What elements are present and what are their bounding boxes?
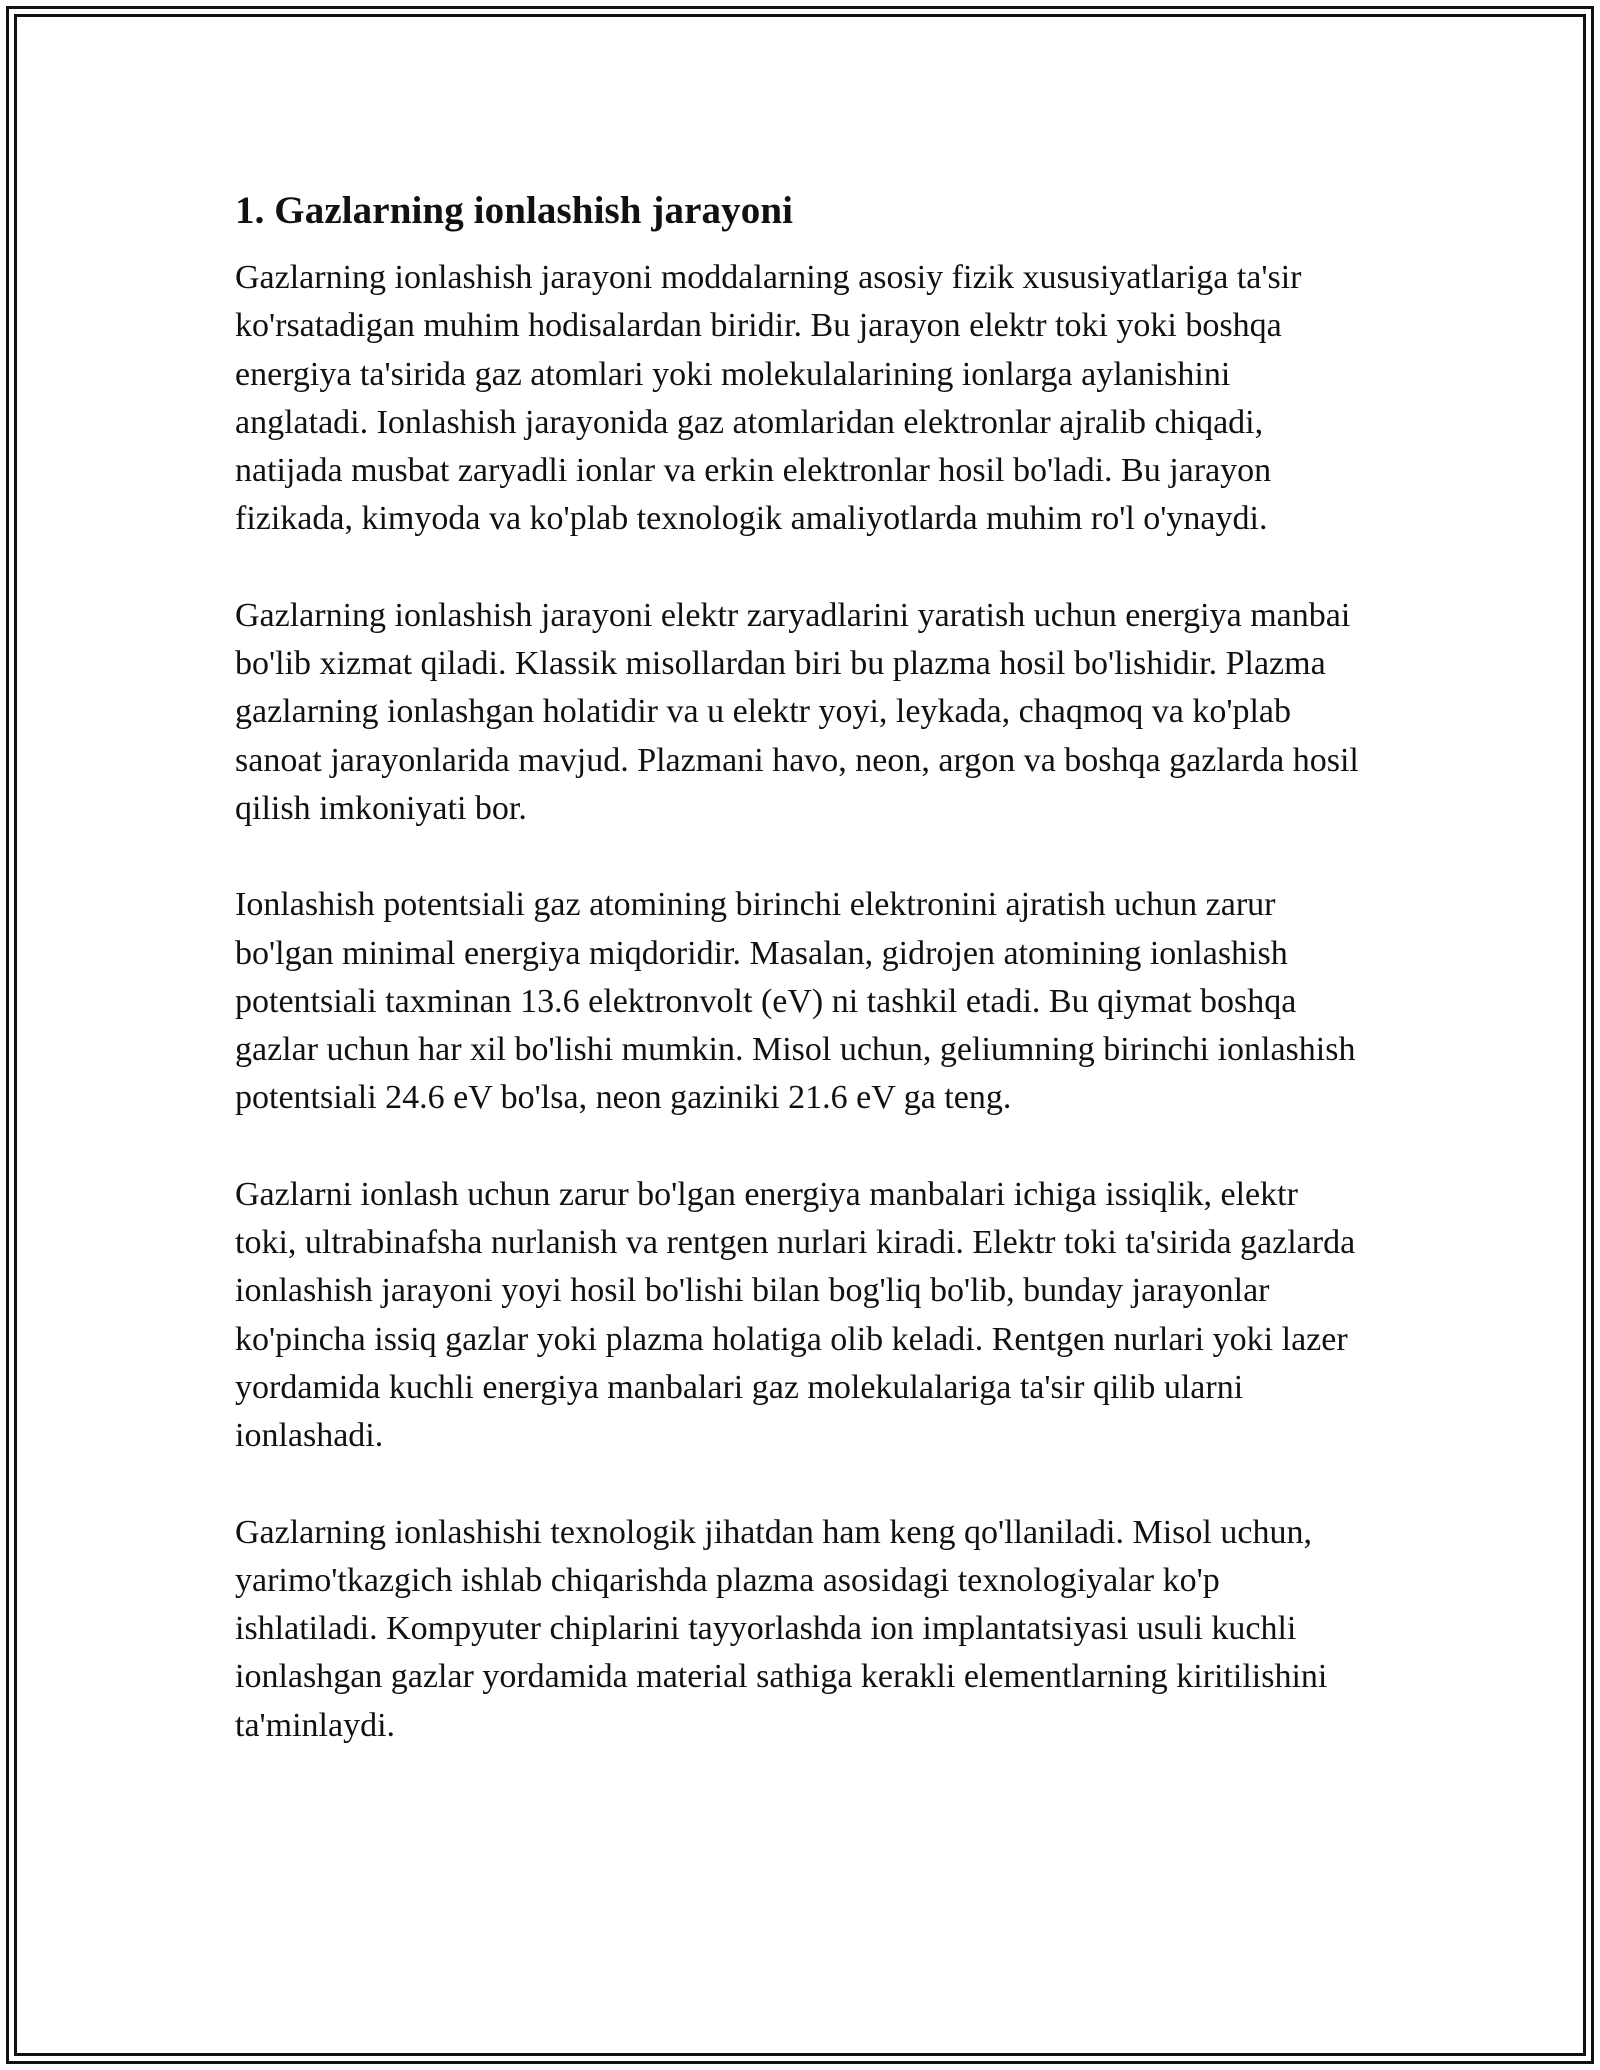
section-heading: 1. Gazlarning ionlashish jarayoni bbox=[235, 189, 794, 232]
paragraph-3: Ionlashish potentsiali gaz atomining birinchi elektronini ajratish uchun zarur bo'lgan minimal energiya miqdoridir. Masalan, gidrojen atomining ionlashish potentsiali taxminan 13.6 elektronvolt (eV) ni tashkil etadi. Bu qiymat boshqa gazlar uchun har xil bo'lishi mumkin. Misol uchun, geliumning birinchi ionlashish potentsiali 24.6 eV bo'lsa, neon gaziniki 21.6 eV ga teng. bbox=[235, 886, 1356, 1117]
paragraph-2: Gazlarning ionlashish jarayoni elektr zaryadlarini yaratish uchun energiya manbai bo'lib xizmat qiladi. Klassik misollardan biri bu plazma hosil bo'lishidir. Plazma gazlarning ionlashgan holatidir va u elektr yoyi, leykada, chaqmoq va ko'plab sanoat jarayonlarida mavjud. Plazmani havo, neon, argon va boshqa gazlarda hosil qilish imkoniyati bor. bbox=[235, 596, 1359, 827]
document-body bbox=[235, 186, 1365, 1798]
paragraph-4: Gazlarni ionlash uchun zarur bo'lgan energiya manbalari ichiga issiqlik, elektr toki, ultrabinafsha nurlanish va rentgen nurlari kiradi. Elektr toki ta'sirida gazlarda ionlashish jarayoni yoyi hosil bo'lishi bilan bog'liq bo'lib, bunday jarayonlar ko'pincha issiq gazlar yoki plazma holatiga olib keladi. Rentgen nurlari yoki lazer yordamida kuchli energiya manbalari gaz molekulalariga ta'sir qilib ularni ionlashadi. bbox=[235, 1175, 1356, 1455]
paragraph-5: Gazlarning ionlashishi texnologik jihatdan ham keng qo'llaniladi. Misol uchun, yarimo'tkazgich ishlab chiqarishda plazma asosidagi texnologiyalar ko'p ishlatiladi. Kompyuter chiplarini tayyorlashda ion implantatsiyasi usuli kuchli ionlashgan gazlar yordamida material sathiga kerakli elementlarning kiritilishini ta'minlaydi. bbox=[235, 1513, 1328, 1744]
paragraph-1: Gazlarning ionlashish jarayoni moddalarning asosiy fizik xususiyatlariga ta'sir ko'rsatadigan muhim hodisalardan biridir. Bu jarayon elektr toki yoki boshqa energiya ta'sirida gaz atomlari yoki molekulalarining ionlarga aylanishini anglatadi. Ionlashish jarayonida gaz atomlaridan elektronlar ajralib chiqadi, natijada musbat zaryadli ionlar va erkin elektronlar hosil bo'ladi. Bu jarayon fizikada, kimyoda va ko'plab texnologik amaliyotlarda muhim ro'l o'ynaydi. bbox=[235, 259, 1302, 538]
